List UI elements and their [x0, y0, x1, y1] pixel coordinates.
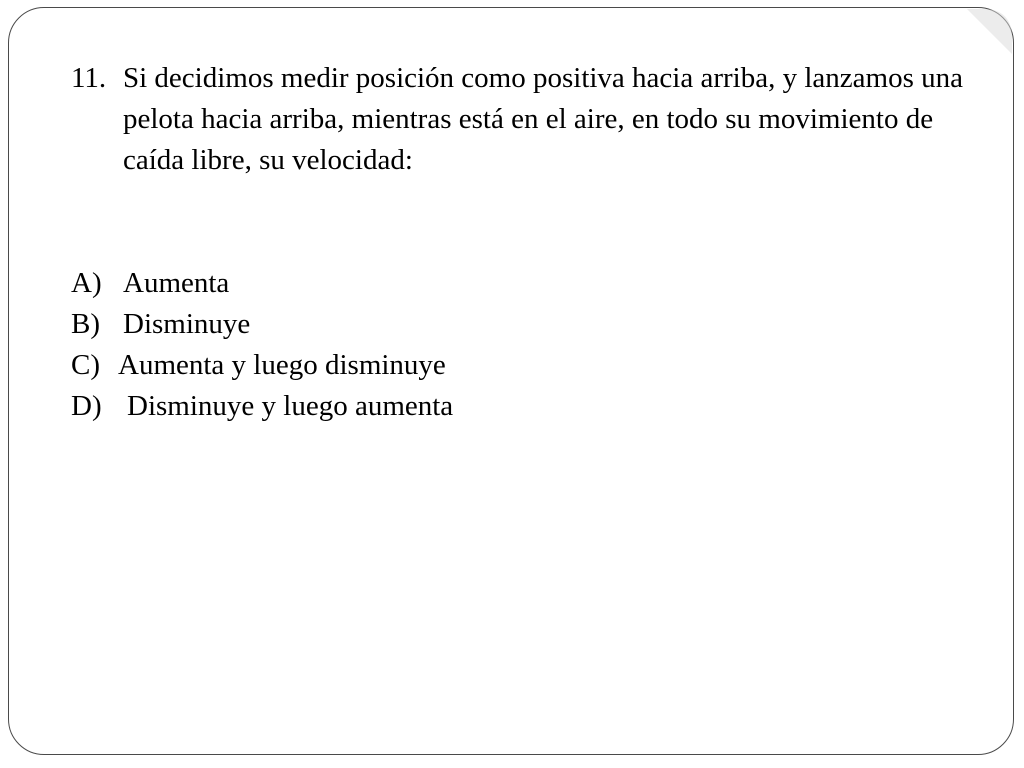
option-d [71, 386, 453, 427]
option-a [71, 263, 453, 304]
option-text: Disminuye y luego aumenta [127, 390, 454, 422]
option-text: Disminuye [123, 308, 251, 340]
option-b [71, 304, 453, 345]
answer-options [71, 263, 453, 427]
question-number: 11. [71, 62, 107, 94]
question-text: Si decidimos medir posición como positiva hacia arriba, y lanzamos una pelota hacia arriba, mientras está en el aire, en todo su movimiento de caída libre, su velocidad: [123, 62, 963, 176]
option-letter: B) [71, 308, 100, 340]
option-letter: D) [71, 390, 102, 422]
option-text: Aumenta [123, 267, 230, 299]
question [71, 58, 971, 181]
option-c [71, 345, 453, 386]
option-letter: A) [71, 267, 102, 299]
option-letter: C) [71, 349, 100, 381]
option-text: Aumenta y luego disminuye [118, 349, 446, 381]
